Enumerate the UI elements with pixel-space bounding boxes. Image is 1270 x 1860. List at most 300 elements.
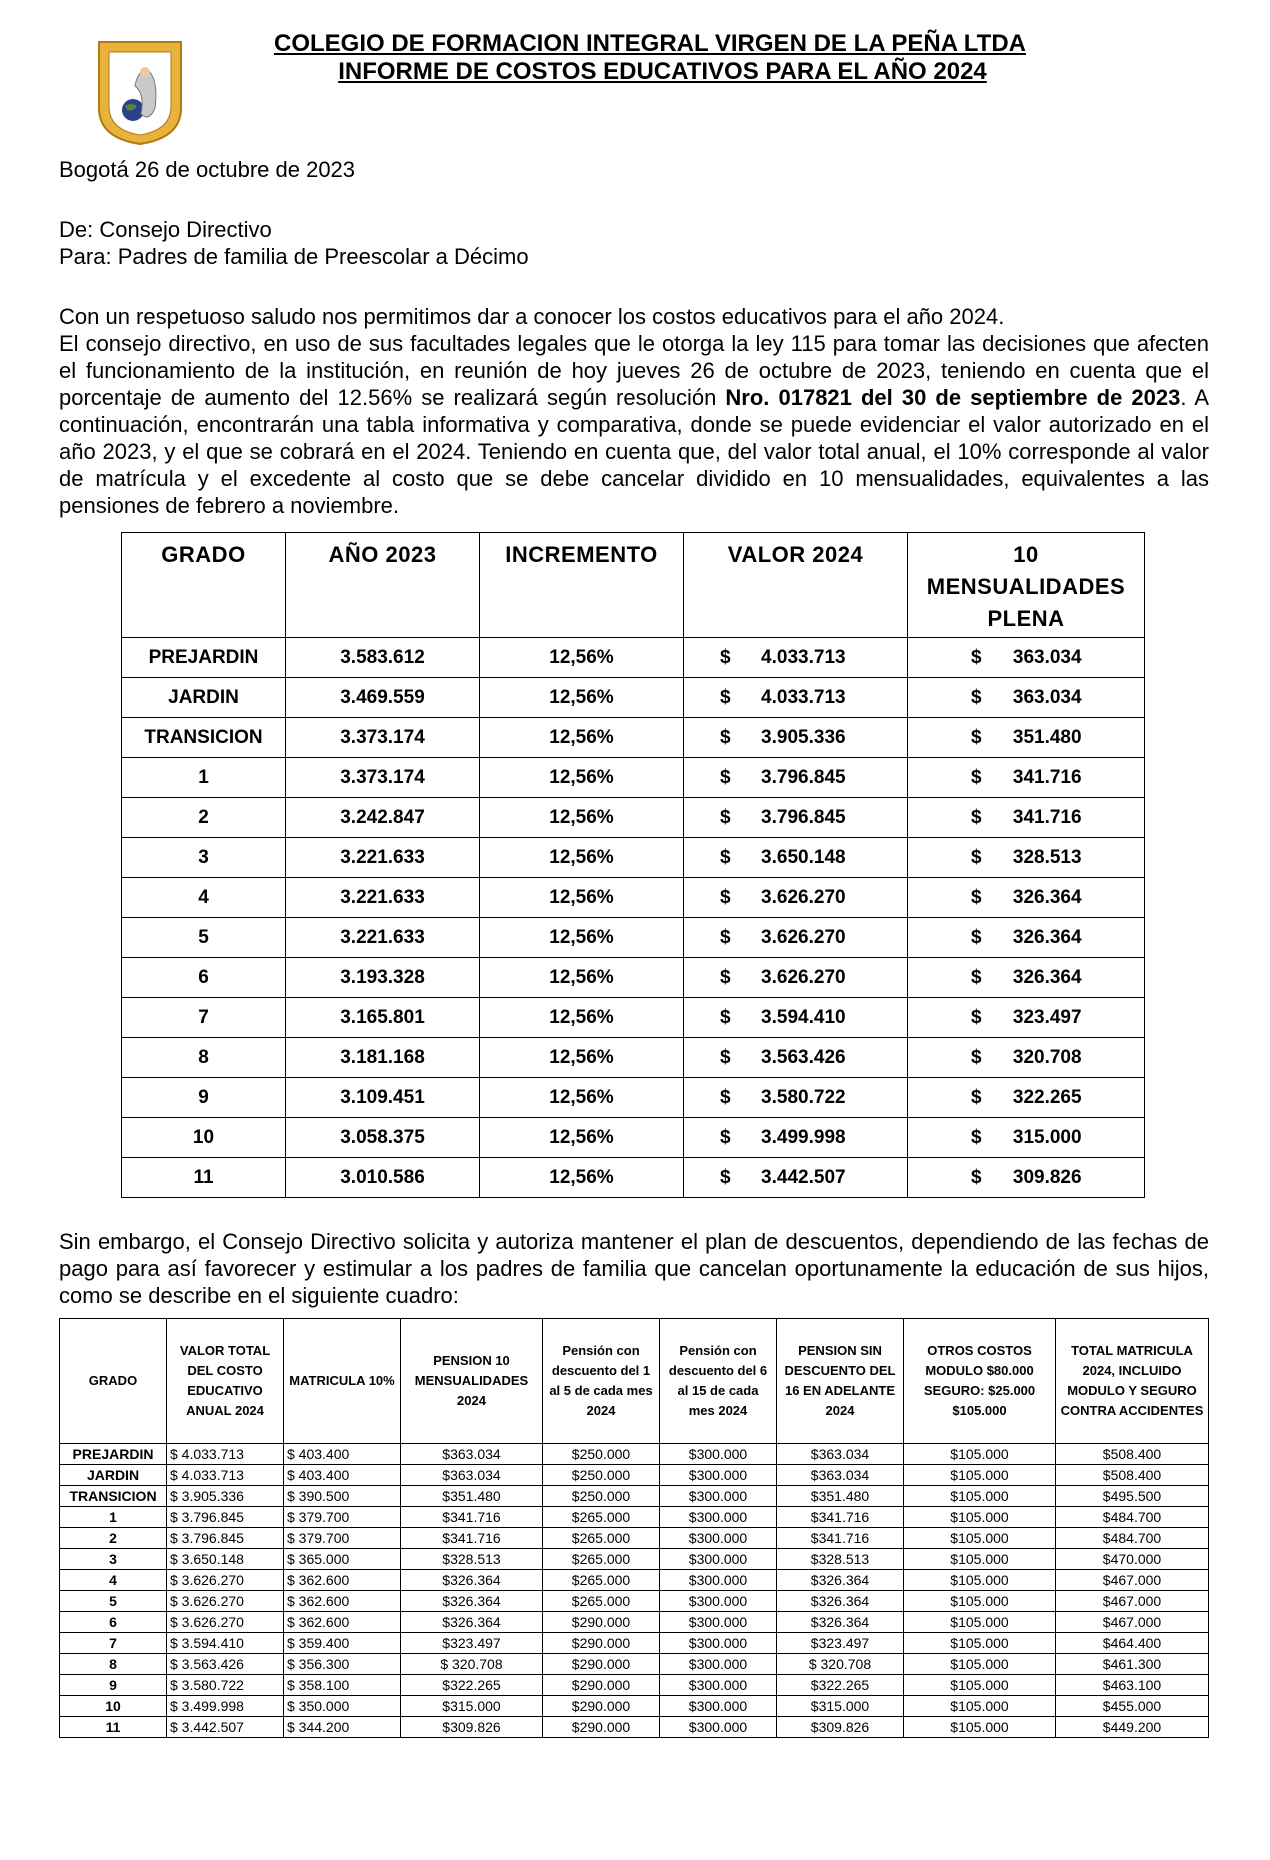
- cell-value: $ 4.033.713: [167, 1444, 284, 1465]
- value: 3.594.410: [761, 1006, 846, 1028]
- cell-value: $ 3.580.722: [167, 1675, 284, 1696]
- cell-mensualidad: [908, 1158, 1145, 1198]
- value: 341.716: [1012, 806, 1082, 828]
- currency-symbol: $: [971, 646, 982, 668]
- value: 3.563.426: [761, 1046, 846, 1068]
- value: 3.442.507: [761, 1166, 846, 1188]
- cell-value: $105.000: [904, 1612, 1056, 1633]
- table-row: [122, 958, 1145, 998]
- value: 309.826: [1012, 1166, 1082, 1188]
- cell-valor-2024: [684, 838, 908, 878]
- cell-incremento: 12,56%: [480, 1158, 684, 1198]
- table-row: [122, 1158, 1145, 1198]
- cell-mensualidad: [908, 958, 1145, 998]
- cell-value: $449.200: [1056, 1717, 1209, 1738]
- cell-value: $341.716: [401, 1507, 543, 1528]
- column-header: Pensión con descuento del 6 al 15 de cada mes 2024: [660, 1319, 777, 1444]
- cell-value: $300.000: [660, 1486, 777, 1507]
- cell-valor-2024: [684, 798, 908, 838]
- cell-value: $ 3.594.410: [167, 1633, 284, 1654]
- cell-grado: 10: [122, 1118, 286, 1158]
- cell-grado: TRANSICION: [122, 718, 286, 758]
- currency-symbol: $: [720, 1086, 731, 1108]
- table-row: [60, 1549, 1209, 1570]
- currency-symbol: $: [720, 646, 731, 668]
- header-grado: GRADO: [122, 533, 286, 638]
- cell-valor-2024: [684, 718, 908, 758]
- cell-mensualidad: [908, 758, 1145, 798]
- cell-value: $300.000: [660, 1696, 777, 1717]
- currency-symbol: $: [971, 966, 982, 988]
- discount-plan-table: [59, 1318, 1209, 1738]
- value: 323.497: [1012, 1006, 1082, 1028]
- cell-value: $250.000: [543, 1444, 660, 1465]
- cell-incremento: 12,56%: [480, 798, 684, 838]
- cell-ano-2023: 3.469.559: [286, 678, 480, 718]
- table-row: [122, 678, 1145, 718]
- date-line: Bogotá 26 de octubre de 2023: [59, 157, 356, 182]
- cell-valor-2024: [684, 918, 908, 958]
- cell-value: $290.000: [543, 1696, 660, 1717]
- column-header: Pensión con descuento del 1 al 5 de cada mes 2024: [543, 1319, 660, 1444]
- cell-value: $341.716: [777, 1528, 904, 1549]
- value: 351.480: [1012, 726, 1082, 748]
- currency-symbol: $: [720, 686, 731, 708]
- cell-value: $265.000: [543, 1549, 660, 1570]
- cell-value: $290.000: [543, 1633, 660, 1654]
- discount-paragraph: Sin embargo, el Consejo Directivo solicita y autoriza mantener el plan de descuentos, dependiendo de las fechas de pago para así favorecer y estimular a los padres de familia que cancelan oportunamente la educación de sus hijos, como se describe en el siguiente cuadro:: [59, 1229, 1209, 1308]
- body-text-2: . A continuación, encontrarán una tabla informativa y comparativa, donde se puede evidenciar el valor autorizado en el año 2023, y el que se cobrará en el 2024. Teniendo en cuenta que, del valor total anual, el 10% corresponde al valor de matrícula y el excedente al costo que se debe cancelar dividido en 10 mensualidades, equivalentes a las pensiones de febrero a noviembre.: [59, 385, 1210, 518]
- cell-value: $105.000: [904, 1654, 1056, 1675]
- cell-grado: 11: [122, 1158, 286, 1198]
- cell-ano-2023: 3.373.174: [286, 718, 480, 758]
- cell-grado: PREJARDIN: [122, 638, 286, 678]
- cell-grado: 9: [122, 1078, 286, 1118]
- school-crest-icon: [95, 38, 185, 148]
- cell-mensualidad: [908, 918, 1145, 958]
- cell-valor-2024: [684, 958, 908, 998]
- currency-symbol: $: [720, 1126, 731, 1148]
- cell-value: $484.700: [1056, 1507, 1209, 1528]
- column-header: MATRICULA 10%: [284, 1319, 401, 1444]
- cell-ano-2023: 3.010.586: [286, 1158, 480, 1198]
- value: 322.265: [1012, 1086, 1082, 1108]
- cell-grado: 11: [60, 1717, 167, 1738]
- cell-mensualidad: [908, 838, 1145, 878]
- value: 3.796.845: [761, 806, 846, 828]
- header-valor-2024: VALOR 2024: [684, 533, 908, 638]
- cell-value: $508.400: [1056, 1465, 1209, 1486]
- cell-value: $105.000: [904, 1486, 1056, 1507]
- cell-value: $265.000: [543, 1528, 660, 1549]
- cell-value: $ 3.626.270: [167, 1591, 284, 1612]
- cell-value: $ 3.626.270: [167, 1570, 284, 1591]
- currency-symbol: $: [971, 846, 982, 868]
- cell-ano-2023: 3.109.451: [286, 1078, 480, 1118]
- column-header: GRADO: [60, 1319, 167, 1444]
- cell-valor-2024: [684, 878, 908, 918]
- cell-mensualidad: [908, 1118, 1145, 1158]
- cell-valor-2024: [684, 998, 908, 1038]
- cell-value: $300.000: [660, 1465, 777, 1486]
- cell-grado: PREJARDIN: [60, 1444, 167, 1465]
- cell-value: $ 403.400: [284, 1465, 401, 1486]
- cell-value: $363.034: [401, 1465, 543, 1486]
- cell-value: $467.000: [1056, 1570, 1209, 1591]
- cell-incremento: 12,56%: [480, 1118, 684, 1158]
- cell-value: $105.000: [904, 1528, 1056, 1549]
- value: 320.708: [1012, 1046, 1082, 1068]
- column-header: TOTAL MATRICULA 2024, INCLUIDO MODULO Y SEGURO CONTRA ACCIDENTES: [1056, 1319, 1209, 1444]
- cell-value: $323.497: [777, 1633, 904, 1654]
- cell-value: $ 403.400: [284, 1444, 401, 1465]
- cell-value: $351.480: [401, 1486, 543, 1507]
- currency-symbol: $: [720, 806, 731, 828]
- table-row: [60, 1486, 1209, 1507]
- cell-value: $ 3.796.845: [167, 1507, 284, 1528]
- cell-ano-2023: 3.373.174: [286, 758, 480, 798]
- cell-value: $105.000: [904, 1507, 1056, 1528]
- cell-grado: 1: [122, 758, 286, 798]
- cell-value: $300.000: [660, 1717, 777, 1738]
- cell-value: $300.000: [660, 1654, 777, 1675]
- currency-symbol: $: [720, 766, 731, 788]
- cell-value: $290.000: [543, 1675, 660, 1696]
- cell-value: $ 379.700: [284, 1507, 401, 1528]
- cell-mensualidad: [908, 1038, 1145, 1078]
- to-line: Para: Padres de familia de Preescolar a Décimo: [59, 244, 529, 269]
- cell-value: $ 362.600: [284, 1591, 401, 1612]
- cell-value: $105.000: [904, 1591, 1056, 1612]
- currency-symbol: $: [971, 1046, 982, 1068]
- table-row: [122, 718, 1145, 758]
- cell-value: $ 359.400: [284, 1633, 401, 1654]
- value: 363.034: [1012, 646, 1082, 668]
- table-row: [60, 1654, 1209, 1675]
- column-header: PENSION 10 MENSUALIDADES 2024: [401, 1319, 543, 1444]
- cell-grado: 7: [60, 1633, 167, 1654]
- cell-value: $ 344.200: [284, 1717, 401, 1738]
- cell-valor-2024: [684, 1038, 908, 1078]
- currency-symbol: $: [971, 1086, 982, 1108]
- value: 4.033.713: [761, 646, 846, 668]
- cell-value: $326.364: [777, 1570, 904, 1591]
- cell-incremento: 12,56%: [480, 638, 684, 678]
- resolution-reference: Nro. 017821 del 30 de septiembre de 2023: [725, 385, 1181, 410]
- table-row: [60, 1717, 1209, 1738]
- table-row: [122, 998, 1145, 1038]
- cell-incremento: 12,56%: [480, 678, 684, 718]
- table-row: [60, 1507, 1209, 1528]
- cell-value: $461.300: [1056, 1654, 1209, 1675]
- currency-symbol: $: [971, 726, 982, 748]
- cell-value: $ 320.708: [401, 1654, 543, 1675]
- cell-value: $105.000: [904, 1717, 1056, 1738]
- cell-incremento: 12,56%: [480, 958, 684, 998]
- title-line-1: COLEGIO DE FORMACION INTEGRAL VIRGEN DE LA PEÑA LTDA: [273, 30, 1026, 57]
- cell-valor-2024: [684, 1078, 908, 1118]
- currency-symbol: $: [720, 926, 731, 948]
- cell-grado: TRANSICION: [60, 1486, 167, 1507]
- cell-grado: 5: [60, 1591, 167, 1612]
- cell-value: $341.716: [777, 1507, 904, 1528]
- table-row: [122, 1078, 1145, 1118]
- cell-value: $ 320.708: [777, 1654, 904, 1675]
- cell-value: $ 362.600: [284, 1570, 401, 1591]
- value: 326.364: [1012, 966, 1082, 988]
- value: 3.499.998: [761, 1126, 846, 1148]
- cell-value: $495.500: [1056, 1486, 1209, 1507]
- table-row: [122, 1118, 1145, 1158]
- document-title: [200, 30, 1100, 86]
- currency-symbol: $: [971, 806, 982, 828]
- value: 315.000: [1012, 1126, 1082, 1148]
- title-line-2: INFORME DE COSTOS EDUCATIVOS PARA EL AÑO 2024: [338, 58, 987, 85]
- cell-value: $300.000: [660, 1507, 777, 1528]
- value: 3.580.722: [761, 1086, 846, 1108]
- cell-value: $300.000: [660, 1675, 777, 1696]
- cell-value: $309.826: [777, 1717, 904, 1738]
- value: 3.796.845: [761, 766, 846, 788]
- from-line: De: Consejo Directivo: [59, 217, 272, 242]
- cell-value: $315.000: [401, 1696, 543, 1717]
- cell-value: $290.000: [543, 1717, 660, 1738]
- table-row: [60, 1444, 1209, 1465]
- cell-value: $467.000: [1056, 1612, 1209, 1633]
- cell-value: $290.000: [543, 1654, 660, 1675]
- cell-value: $290.000: [543, 1612, 660, 1633]
- cell-value: $326.364: [401, 1591, 543, 1612]
- table-header-row: [60, 1319, 1209, 1444]
- cell-value: $ 3.650.148: [167, 1549, 284, 1570]
- cell-value: $105.000: [904, 1675, 1056, 1696]
- cell-incremento: 12,56%: [480, 1078, 684, 1118]
- currency-symbol: $: [971, 1126, 982, 1148]
- currency-symbol: $: [720, 1006, 731, 1028]
- currency-symbol: $: [720, 1166, 731, 1188]
- cell-value: $ 3.796.845: [167, 1528, 284, 1549]
- cell-valor-2024: [684, 1118, 908, 1158]
- cell-grado: 4: [60, 1570, 167, 1591]
- cell-grado: 6: [60, 1612, 167, 1633]
- intro-paragraph: Con un respetuoso saludo nos permitimos dar a conocer los costos educativos para el año 2024.: [59, 304, 1005, 329]
- body-paragraph: [59, 330, 1209, 519]
- table-header-row: [122, 533, 1145, 638]
- currency-symbol: $: [971, 1006, 982, 1028]
- cell-ano-2023: 3.181.168: [286, 1038, 480, 1078]
- value: 341.716: [1012, 766, 1082, 788]
- value: 3.626.270: [761, 966, 846, 988]
- cell-ano-2023: 3.165.801: [286, 998, 480, 1038]
- cell-value: $323.497: [401, 1633, 543, 1654]
- cell-valor-2024: [684, 1158, 908, 1198]
- body-text-1: El consejo directivo, en uso de sus facultades legales que le otorga la ley 115 para tomar las decisiones que afecten el funcionamiento de la institución, en reunión de hoy jueves 26 de octubre de 2023, teniendo en cuenta que el porcentaje de aumento del 12.56% se realizará según resolución: [59, 331, 1209, 410]
- cell-value: $363.034: [401, 1444, 543, 1465]
- cell-grado: 5: [122, 918, 286, 958]
- cell-value: $ 3.626.270: [167, 1612, 284, 1633]
- table-row: [122, 918, 1145, 958]
- cell-incremento: 12,56%: [480, 878, 684, 918]
- cell-ano-2023: 3.242.847: [286, 798, 480, 838]
- header-ano-2023: AÑO 2023: [286, 533, 480, 638]
- cell-value: $300.000: [660, 1612, 777, 1633]
- cell-value: $ 362.600: [284, 1612, 401, 1633]
- table-row: [60, 1528, 1209, 1549]
- currency-symbol: $: [720, 966, 731, 988]
- cell-value: $265.000: [543, 1591, 660, 1612]
- table-row: [122, 1038, 1145, 1078]
- cell-value: $322.265: [401, 1675, 543, 1696]
- cell-value: $322.265: [777, 1675, 904, 1696]
- cell-value: $250.000: [543, 1486, 660, 1507]
- cell-value: $467.000: [1056, 1591, 1209, 1612]
- currency-symbol: $: [971, 886, 982, 908]
- value: 4.033.713: [761, 686, 846, 708]
- cell-value: $326.364: [777, 1612, 904, 1633]
- cell-mensualidad: [908, 798, 1145, 838]
- cell-value: $ 379.700: [284, 1528, 401, 1549]
- header-incremento: INCREMENTO: [480, 533, 684, 638]
- value: 3.650.148: [761, 846, 846, 868]
- cell-valor-2024: [684, 638, 908, 678]
- cell-value: $464.400: [1056, 1633, 1209, 1654]
- currency-symbol: $: [971, 766, 982, 788]
- currency-symbol: $: [720, 846, 731, 868]
- cell-value: $ 350.000: [284, 1696, 401, 1717]
- cell-value: $309.826: [401, 1717, 543, 1738]
- cell-grado: 8: [122, 1038, 286, 1078]
- cell-value: $105.000: [904, 1444, 1056, 1465]
- cell-value: $300.000: [660, 1570, 777, 1591]
- value: 363.034: [1012, 686, 1082, 708]
- cell-mensualidad: [908, 878, 1145, 918]
- value: 3.905.336: [761, 726, 846, 748]
- cell-value: $300.000: [660, 1549, 777, 1570]
- costs-comparison-table: [121, 532, 1145, 1198]
- cell-ano-2023: 3.221.633: [286, 878, 480, 918]
- cell-value: $105.000: [904, 1570, 1056, 1591]
- cell-grado: 10: [60, 1696, 167, 1717]
- cell-value: $ 3.442.507: [167, 1717, 284, 1738]
- table-row: [122, 758, 1145, 798]
- table-row: [60, 1591, 1209, 1612]
- table-row: [122, 838, 1145, 878]
- cell-grado: JARDIN: [60, 1465, 167, 1486]
- cell-mensualidad: [908, 638, 1145, 678]
- currency-symbol: $: [720, 886, 731, 908]
- cell-grado: 3: [60, 1549, 167, 1570]
- cell-value: $455.000: [1056, 1696, 1209, 1717]
- cell-grado: 8: [60, 1654, 167, 1675]
- table-row: [60, 1675, 1209, 1696]
- cell-value: $300.000: [660, 1633, 777, 1654]
- currency-symbol: $: [971, 1166, 982, 1188]
- cell-value: $341.716: [401, 1528, 543, 1549]
- cell-value: $300.000: [660, 1528, 777, 1549]
- cell-grado: 4: [122, 878, 286, 918]
- column-header: OTROS COSTOS MODULO $80.000 SEGURO: $25.000 $105.000: [904, 1319, 1056, 1444]
- cell-valor-2024: [684, 678, 908, 718]
- cell-value: $ 3.905.336: [167, 1486, 284, 1507]
- value: 326.364: [1012, 926, 1082, 948]
- table-row: [60, 1465, 1209, 1486]
- cell-value: $463.100: [1056, 1675, 1209, 1696]
- cell-value: $326.364: [777, 1591, 904, 1612]
- cell-value: $105.000: [904, 1633, 1056, 1654]
- value: 328.513: [1012, 846, 1082, 868]
- cell-value: $105.000: [904, 1696, 1056, 1717]
- column-header: PENSION SIN DESCUENTO DEL 16 EN ADELANTE 2024: [777, 1319, 904, 1444]
- currency-symbol: $: [971, 926, 982, 948]
- cell-mensualidad: [908, 678, 1145, 718]
- table-row: [122, 798, 1145, 838]
- cell-value: $265.000: [543, 1507, 660, 1528]
- cell-incremento: 12,56%: [480, 918, 684, 958]
- header-mensualidades: 10 MENSUALIDADES PLENA: [908, 533, 1145, 638]
- cell-value: $470.000: [1056, 1549, 1209, 1570]
- table-row: [122, 878, 1145, 918]
- cell-value: $ 390.500: [284, 1486, 401, 1507]
- cell-value: $ 3.563.426: [167, 1654, 284, 1675]
- cell-value: $ 356.300: [284, 1654, 401, 1675]
- cell-value: $363.034: [777, 1465, 904, 1486]
- column-header: VALOR TOTAL DEL COSTO EDUCATIVO ANUAL 2024: [167, 1319, 284, 1444]
- cell-grado: 1: [60, 1507, 167, 1528]
- cell-grado: 7: [122, 998, 286, 1038]
- table-row: [122, 638, 1145, 678]
- cell-grado: 2: [122, 798, 286, 838]
- currency-symbol: $: [720, 726, 731, 748]
- value: 3.626.270: [761, 926, 846, 948]
- cell-value: $250.000: [543, 1465, 660, 1486]
- cell-mensualidad: [908, 998, 1145, 1038]
- cell-value: $363.034: [777, 1444, 904, 1465]
- cell-ano-2023: 3.193.328: [286, 958, 480, 998]
- cell-value: $105.000: [904, 1465, 1056, 1486]
- cell-incremento: 12,56%: [480, 838, 684, 878]
- cell-mensualidad: [908, 718, 1145, 758]
- cell-grado: 2: [60, 1528, 167, 1549]
- currency-symbol: $: [720, 1046, 731, 1068]
- cell-value: $ 358.100: [284, 1675, 401, 1696]
- value: 3.626.270: [761, 886, 846, 908]
- cell-value: $326.364: [401, 1612, 543, 1633]
- cell-value: $300.000: [660, 1444, 777, 1465]
- cell-grado: 3: [122, 838, 286, 878]
- cell-value: $508.400: [1056, 1444, 1209, 1465]
- cell-incremento: 12,56%: [480, 998, 684, 1038]
- table-row: [60, 1633, 1209, 1654]
- cell-value: $105.000: [904, 1549, 1056, 1570]
- currency-symbol: $: [971, 686, 982, 708]
- cell-value: $315.000: [777, 1696, 904, 1717]
- cell-value: $265.000: [543, 1570, 660, 1591]
- cell-value: $328.513: [401, 1549, 543, 1570]
- cell-value: $ 4.033.713: [167, 1465, 284, 1486]
- table-row: [60, 1696, 1209, 1717]
- cell-value: $484.700: [1056, 1528, 1209, 1549]
- cell-grado: 9: [60, 1675, 167, 1696]
- cell-ano-2023: 3.583.612: [286, 638, 480, 678]
- value: 326.364: [1012, 886, 1082, 908]
- cell-ano-2023: 3.058.375: [286, 1118, 480, 1158]
- cell-value: $328.513: [777, 1549, 904, 1570]
- cell-mensualidad: [908, 1078, 1145, 1118]
- cell-value: $351.480: [777, 1486, 904, 1507]
- cell-valor-2024: [684, 758, 908, 798]
- table-row: [60, 1570, 1209, 1591]
- cell-incremento: 12,56%: [480, 758, 684, 798]
